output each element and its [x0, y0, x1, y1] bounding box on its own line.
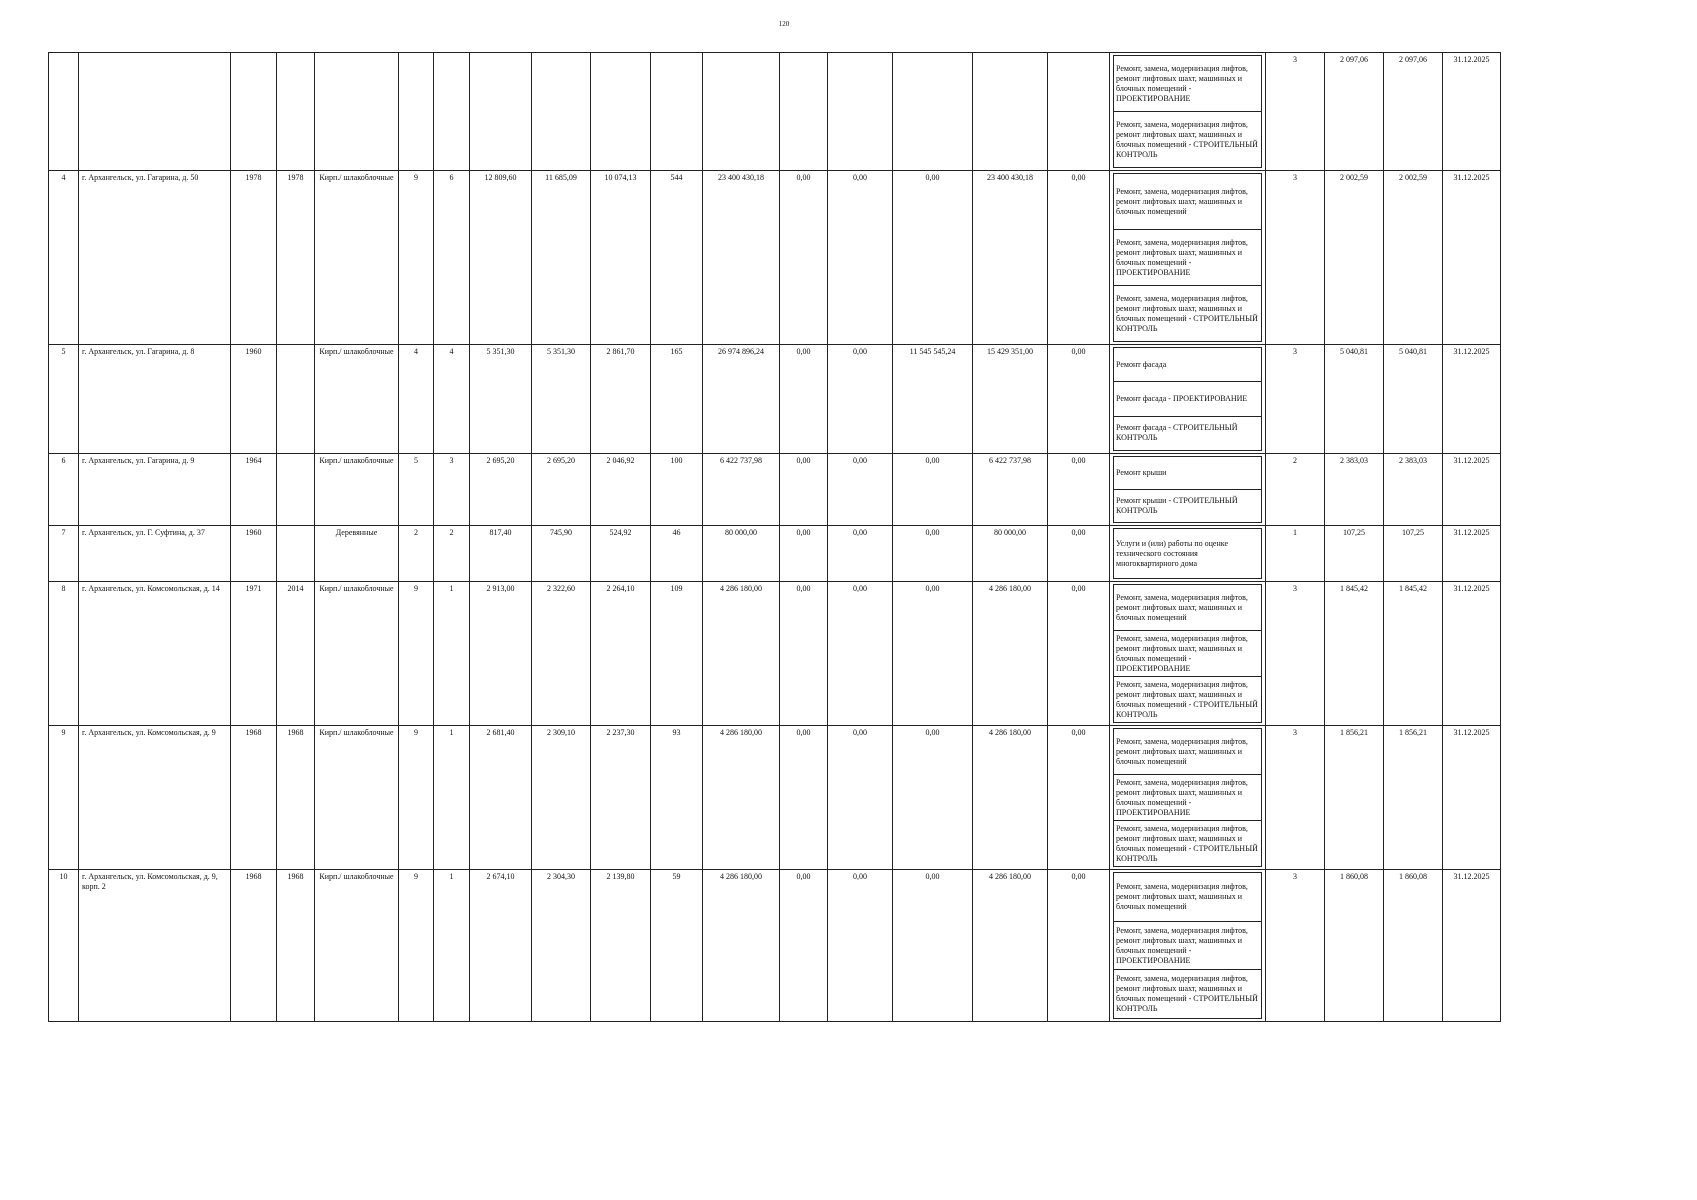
cost-owners-cell: 4 286 180,00 [973, 870, 1048, 1022]
cost-total-cell: 80 000,00 [703, 526, 780, 582]
wall-material-cell: Кирп./ шлакоблочные [315, 726, 399, 870]
deadline-cell: 31.12.2025 [1443, 582, 1501, 726]
cost-per-m2-cell: 2 002,59 [1325, 171, 1384, 345]
work-item [1113, 676, 1262, 723]
cost-fund-cell: 0,00 [780, 454, 828, 526]
stages-count-cell: 3 [1266, 726, 1325, 870]
cost-municipal-cell: 11 545 545,24 [893, 345, 973, 454]
deadline-cell: 31.12.2025 [1443, 53, 1501, 171]
year-built-cell: 1968 [231, 870, 277, 1022]
work-item [1113, 921, 1262, 971]
floors-cell: 2 [399, 526, 434, 582]
work-item-text: Ремонт фасада - ПРОЕКТИРОВАНИЕ [1116, 393, 1248, 403]
stages-count-cell: 3 [1266, 171, 1325, 345]
work-item [1113, 630, 1262, 677]
area-residential-cell: 2 046,92 [591, 454, 651, 526]
wall-material-cell [315, 53, 399, 171]
cost-total-cell: 6 422 737,98 [703, 454, 780, 526]
cost-fund-cell: 0,00 [780, 726, 828, 870]
entrances-cell: 1 [434, 870, 470, 1022]
year-reconstructed-cell [277, 454, 315, 526]
entrances-cell [434, 53, 470, 171]
entrances-cell: 2 [434, 526, 470, 582]
cost-total-cell: 26 974 896,24 [703, 345, 780, 454]
year-built-cell: 1978 [231, 171, 277, 345]
work-item-text: Ремонт крыши - СТРОИТЕЛЬНЫЙ КОНТРОЛЬ [1116, 496, 1238, 515]
work-item-text: Ремонт, замена, модернизация лифтов, ремонт лифтовых шахт, машинных и блочных помещений [1116, 186, 1248, 216]
cost-total-cell: 4 286 180,00 [703, 726, 780, 870]
floors-cell: 9 [399, 726, 434, 870]
cost-owners-cell: 23 400 430,18 [973, 171, 1048, 345]
residents-cell: 165 [651, 345, 703, 454]
works-cell [1110, 582, 1266, 726]
cost-region-cell: 0,00 [828, 582, 893, 726]
max-cost-per-m2-cell: 1 860,08 [1384, 870, 1443, 1022]
work-item-text: Ремонт, замена, модернизация лифтов, ремонт лифтовых шахт, машинных и блочных помещений - ПРОЕКТИРОВАНИЕ [1116, 633, 1248, 673]
area-residential-cell: 2 861,70 [591, 345, 651, 454]
address-cell: г. Архангельск, ул. Г. Суфтина, д. 37 [79, 526, 231, 582]
floors-cell: 9 [399, 171, 434, 345]
row-number-cell: 9 [49, 726, 79, 870]
work-item-text: Ремонт, замена, модернизация лифтов, ремонт лифтовых шахт, машинных и блочных помещений - СТРОИТЕЛЬНЫЙ КОНТРОЛЬ [1116, 823, 1258, 863]
address-cell: г. Архангельск, ул. Гагарина, д. 9 [79, 454, 231, 526]
work-item [1113, 381, 1262, 416]
entrances-cell: 6 [434, 171, 470, 345]
cost-other-cell: 0,00 [1048, 726, 1110, 870]
cost-fund-cell [780, 53, 828, 171]
work-item-text: Ремонт, замена, модернизация лифтов, ремонт лифтовых шахт, машинных и блочных помещений - СТРОИТЕЛЬНЫЙ КОНТРОЛЬ [1116, 119, 1258, 159]
address-cell [79, 53, 231, 171]
cost-municipal-cell: 0,00 [893, 454, 973, 526]
work-item-text: Ремонт, замена, модернизация лифтов, ремонт лифтовых шахт, машинных и блочных помещений [1116, 592, 1248, 622]
cost-other-cell: 0,00 [1048, 454, 1110, 526]
cost-per-m2-cell: 1 856,21 [1325, 726, 1384, 870]
area-premises-cell [532, 53, 591, 171]
max-cost-per-m2-cell: 1 856,21 [1384, 726, 1443, 870]
deadline-cell: 31.12.2025 [1443, 454, 1501, 526]
area-premises-cell: 2 309,10 [532, 726, 591, 870]
cost-per-m2-cell: 107,25 [1325, 526, 1384, 582]
entrances-cell: 1 [434, 582, 470, 726]
max-cost-per-m2-cell: 107,25 [1384, 526, 1443, 582]
work-item-text: Ремонт фасада - СТРОИТЕЛЬНЫЙ КОНТРОЛЬ [1116, 423, 1238, 443]
cost-fund-cell: 0,00 [780, 582, 828, 726]
floors-cell: 4 [399, 345, 434, 454]
works-cell [1110, 53, 1266, 171]
work-item-text: Ремонт, замена, модернизация лифтов, ремонт лифтовых шахт, машинных и блочных помещений - ПРОЕКТИРОВАНИЕ [1116, 63, 1248, 103]
cost-other-cell: 0,00 [1048, 582, 1110, 726]
residents-cell [651, 53, 703, 171]
table-row [49, 171, 1501, 345]
cost-owners-cell: 4 286 180,00 [973, 582, 1048, 726]
work-item [1113, 820, 1262, 867]
residents-cell: 59 [651, 870, 703, 1022]
area-premises-cell: 5 351,30 [532, 345, 591, 454]
cost-region-cell: 0,00 [828, 726, 893, 870]
wall-material-cell: Деревянные [315, 526, 399, 582]
works-cell [1110, 171, 1266, 345]
table-row [49, 726, 1501, 870]
total-area-cell: 12 809,60 [470, 171, 532, 345]
work-item [1113, 229, 1262, 286]
works-cell [1110, 726, 1266, 870]
residents-cell: 93 [651, 726, 703, 870]
area-premises-cell: 2 322,60 [532, 582, 591, 726]
row-number-cell [49, 53, 79, 171]
work-item-text: Ремонт, замена, модернизация лифтов, ремонт лифтовых шахт, машинных и блочных помещений - ПРОЕКТИРОВАНИЕ [1116, 925, 1248, 965]
table-row [49, 53, 1501, 171]
year-built-cell: 1960 [231, 526, 277, 582]
floors-cell: 9 [399, 582, 434, 726]
entrances-cell: 1 [434, 726, 470, 870]
cost-fund-cell: 0,00 [780, 345, 828, 454]
row-number-cell: 8 [49, 582, 79, 726]
work-item [1113, 347, 1262, 382]
stages-count-cell: 1 [1266, 526, 1325, 582]
cost-municipal-cell [893, 53, 973, 171]
deadline-cell: 31.12.2025 [1443, 345, 1501, 454]
cost-municipal-cell: 0,00 [893, 870, 973, 1022]
table-row [49, 870, 1501, 1022]
area-residential-cell: 2 139,80 [591, 870, 651, 1022]
table-row [49, 454, 1501, 526]
cost-municipal-cell: 0,00 [893, 582, 973, 726]
cost-municipal-cell: 0,00 [893, 726, 973, 870]
work-item [1113, 728, 1262, 775]
work-item [1113, 872, 1262, 922]
area-premises-cell: 2 695,20 [532, 454, 591, 526]
total-area-cell: 817,40 [470, 526, 532, 582]
floors-cell: 9 [399, 870, 434, 1022]
cost-owners-cell: 15 429 351,00 [973, 345, 1048, 454]
year-reconstructed-cell [277, 345, 315, 454]
year-reconstructed-cell [277, 53, 315, 171]
total-area-cell: 2 695,20 [470, 454, 532, 526]
total-area-cell: 2 913,00 [470, 582, 532, 726]
works-cell [1110, 526, 1266, 582]
cost-other-cell: 0,00 [1048, 171, 1110, 345]
work-item-text: Ремонт, замена, модернизация лифтов, ремонт лифтовых шахт, машинных и блочных помещений - СТРОИТЕЛЬНЫЙ КОНТРОЛЬ [1116, 679, 1258, 719]
cost-per-m2-cell: 2 097,06 [1325, 53, 1384, 171]
cost-per-m2-cell: 1 860,08 [1325, 870, 1384, 1022]
row-number-cell: 4 [49, 171, 79, 345]
work-item-text: Ремонт крыши [1116, 468, 1167, 477]
year-built-cell: 1968 [231, 726, 277, 870]
works-cell [1110, 454, 1266, 526]
cost-per-m2-cell: 5 040,81 [1325, 345, 1384, 454]
cost-owners-cell: 80 000,00 [973, 526, 1048, 582]
wall-material-cell: Кирп./ шлакоблочные [315, 870, 399, 1022]
area-residential-cell: 2 237,30 [591, 726, 651, 870]
floors-cell: 5 [399, 454, 434, 526]
cost-owners-cell: 4 286 180,00 [973, 726, 1048, 870]
work-item [1113, 173, 1262, 230]
max-cost-per-m2-cell: 2 097,06 [1384, 53, 1443, 171]
year-reconstructed-cell: 2014 [277, 582, 315, 726]
row-number-cell: 7 [49, 526, 79, 582]
cost-fund-cell: 0,00 [780, 526, 828, 582]
work-item [1113, 416, 1262, 451]
work-item [1113, 55, 1262, 112]
area-residential-cell [591, 53, 651, 171]
cost-owners-cell: 6 422 737,98 [973, 454, 1048, 526]
wall-material-cell: Кирп./ шлакоблочные [315, 345, 399, 454]
cost-other-cell: 0,00 [1048, 345, 1110, 454]
work-item [1113, 456, 1262, 490]
works-cell [1110, 345, 1266, 454]
row-number-cell: 6 [49, 454, 79, 526]
page-number: 120 [778, 20, 790, 28]
stages-count-cell: 3 [1266, 870, 1325, 1022]
max-cost-per-m2-cell: 1 845,42 [1384, 582, 1443, 726]
works-cell [1110, 870, 1266, 1022]
year-reconstructed-cell: 1978 [277, 171, 315, 345]
cost-fund-cell: 0,00 [780, 870, 828, 1022]
year-built-cell: 1971 [231, 582, 277, 726]
table-row [49, 345, 1501, 454]
entrances-cell: 4 [434, 345, 470, 454]
area-residential-cell: 2 264,10 [591, 582, 651, 726]
address-cell: г. Архангельск, ул. Гагарина, д. 50 [79, 171, 231, 345]
year-reconstructed-cell: 1968 [277, 726, 315, 870]
cost-region-cell: 0,00 [828, 171, 893, 345]
cost-municipal-cell: 0,00 [893, 526, 973, 582]
cost-per-m2-cell: 1 845,42 [1325, 582, 1384, 726]
stages-count-cell: 3 [1266, 345, 1325, 454]
cost-municipal-cell: 0,00 [893, 171, 973, 345]
work-item [1113, 774, 1262, 821]
area-premises-cell: 2 304,30 [532, 870, 591, 1022]
cost-other-cell: 0,00 [1048, 526, 1110, 582]
work-item-text: Ремонт, замена, модернизация лифтов, ремонт лифтовых шахт, машинных и блочных помещений - ПРОЕКТИРОВАНИЕ [1116, 237, 1248, 277]
year-reconstructed-cell [277, 526, 315, 582]
total-area-cell [470, 53, 532, 171]
work-item [1113, 489, 1262, 523]
cost-region-cell: 0,00 [828, 454, 893, 526]
row-number-cell: 5 [49, 345, 79, 454]
floors-cell [399, 53, 434, 171]
capital-repair-table [48, 52, 1501, 1022]
cost-region-cell: 0,00 [828, 345, 893, 454]
row-number-cell: 10 [49, 870, 79, 1022]
area-premises-cell: 11 685,09 [532, 171, 591, 345]
total-area-cell: 2 674,10 [470, 870, 532, 1022]
max-cost-per-m2-cell: 2 002,59 [1384, 171, 1443, 345]
stages-count-cell: 3 [1266, 53, 1325, 171]
work-item-text: Ремонт, замена, модернизация лифтов, ремонт лифтовых шахт, машинных и блочных помещений [1116, 881, 1248, 911]
table-row [49, 526, 1501, 582]
cost-other-cell: 0,00 [1048, 870, 1110, 1022]
work-item [1113, 111, 1262, 168]
deadline-cell: 31.12.2025 [1443, 726, 1501, 870]
work-item [1113, 969, 1262, 1019]
entrances-cell: 3 [434, 454, 470, 526]
stages-count-cell: 3 [1266, 582, 1325, 726]
work-item [1113, 285, 1262, 342]
year-built-cell [231, 53, 277, 171]
table-row [49, 582, 1501, 726]
work-item-text: Услуги и (или) работы по оценке технического состояния многоквартирного дома [1116, 538, 1228, 568]
address-cell: г. Архангельск, ул. Гагарина, д. 8 [79, 345, 231, 454]
work-item-text: Ремонт, замена, модернизация лифтов, ремонт лифтовых шахт, машинных и блочных помещений [1116, 736, 1248, 766]
residents-cell: 46 [651, 526, 703, 582]
cost-total-cell: 23 400 430,18 [703, 171, 780, 345]
max-cost-per-m2-cell: 2 383,03 [1384, 454, 1443, 526]
residents-cell: 100 [651, 454, 703, 526]
cost-region-cell: 0,00 [828, 526, 893, 582]
residents-cell: 544 [651, 171, 703, 345]
year-reconstructed-cell: 1968 [277, 870, 315, 1022]
stages-count-cell: 2 [1266, 454, 1325, 526]
cost-fund-cell: 0,00 [780, 171, 828, 345]
cost-total-cell: 4 286 180,00 [703, 870, 780, 1022]
wall-material-cell: Кирп./ шлакоблочные [315, 454, 399, 526]
address-cell: г. Архангельск, ул. Комсомольская, д. 9 [79, 726, 231, 870]
total-area-cell: 5 351,30 [470, 345, 532, 454]
cost-total-cell: 4 286 180,00 [703, 582, 780, 726]
year-built-cell: 1964 [231, 454, 277, 526]
address-cell: г. Архангельск, ул. Комсомольская, д. 14 [79, 582, 231, 726]
work-item [1113, 528, 1262, 579]
cost-region-cell: 0,00 [828, 870, 893, 1022]
work-item-text: Ремонт фасада [1116, 359, 1167, 369]
cost-total-cell [703, 53, 780, 171]
cost-other-cell [1048, 53, 1110, 171]
work-item-text: Ремонт, замена, модернизация лифтов, ремонт лифтовых шахт, машинных и блочных помещений - ПРОЕКТИРОВАНИЕ [1116, 777, 1248, 817]
work-item [1113, 584, 1262, 631]
cost-region-cell [828, 53, 893, 171]
total-area-cell: 2 681,40 [470, 726, 532, 870]
area-premises-cell: 745,90 [532, 526, 591, 582]
cost-owners-cell [973, 53, 1048, 171]
deadline-cell: 31.12.2025 [1443, 870, 1501, 1022]
work-item-text: Ремонт, замена, модернизация лифтов, ремонт лифтовых шахт, машинных и блочных помещений - СТРОИТЕЛЬНЫЙ КОНТРОЛЬ [1116, 974, 1258, 1014]
wall-material-cell: Кирп./ шлакоблочные [315, 171, 399, 345]
deadline-cell: 31.12.2025 [1443, 526, 1501, 582]
work-item-text: Ремонт, замена, модернизация лифтов, ремонт лифтовых шахт, машинных и блочных помещений - СТРОИТЕЛЬНЫЙ КОНТРОЛЬ [1116, 293, 1258, 333]
deadline-cell: 31.12.2025 [1443, 171, 1501, 345]
area-residential-cell: 10 074,13 [591, 171, 651, 345]
residents-cell: 109 [651, 582, 703, 726]
address-cell: г. Архангельск, ул. Комсомольская, д. 9, корп. 2 [79, 870, 231, 1022]
wall-material-cell: Кирп./ шлакоблочные [315, 582, 399, 726]
max-cost-per-m2-cell: 5 040,81 [1384, 345, 1443, 454]
area-residential-cell: 524,92 [591, 526, 651, 582]
cost-per-m2-cell: 2 383,03 [1325, 454, 1384, 526]
year-built-cell: 1960 [231, 345, 277, 454]
